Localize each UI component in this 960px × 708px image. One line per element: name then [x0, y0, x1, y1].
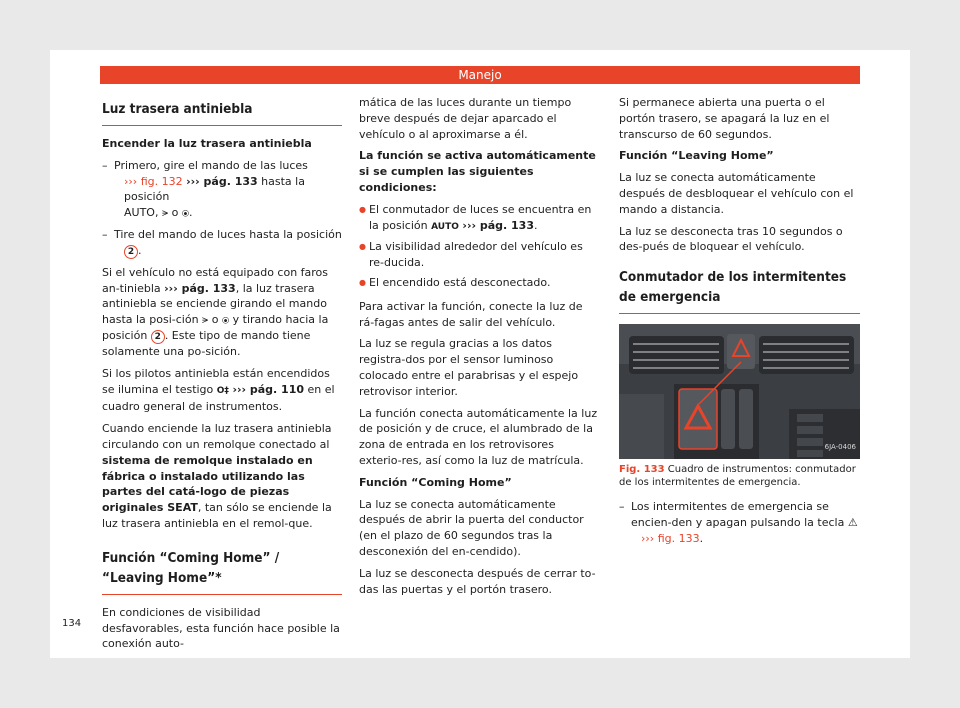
- list-item: – Primero, gire el mando de las luces ››› fig. 132 ››› pág. 133 hasta la posición AUTO, ⪫ o ⦿.: [102, 158, 342, 221]
- paragraph: La luz se desconecta tras 10 segundos o des-pués de bloquear el vehículo.: [619, 224, 843, 254]
- column-2: [359, 95, 599, 603]
- column-1: [102, 95, 342, 658]
- subheading-conditions: La función se activa automáticamente si se cumplen las siguientes condiciones:: [359, 149, 596, 194]
- paragraph: Cuando enciende la luz trasera antiniebla circulando con un remolque conectado al sistema de remolque instalado en fábrica o instalado utilizando las partes del catá-logo de piezas originales SEAT, tan sólo se enciende la luz trasera antiniebla en el remol-que.: [102, 422, 332, 530]
- paragraph: Si los pilotos antiniebla están encendidos se ilumina el testigo O‡ ››› pág. 110 en el cuadro general de instrumentos.: [102, 366, 335, 414]
- link-page-110[interactable]: ››› pág. 110: [232, 382, 305, 396]
- link-page-133[interactable]: ››› pág. 133: [164, 281, 236, 295]
- link-fig-132[interactable]: ››› fig. 132: [124, 174, 183, 188]
- section-header: Manejo: [100, 66, 860, 84]
- paragraph: En condiciones de visibilidad desfavorables, esta función hace posible la conexión auto-: [102, 605, 340, 651]
- position-2-badge: 2: [124, 245, 138, 259]
- list-item: ● El conmutador de luces se encuentra en la posición AUTO ››› pág. 133.: [359, 202, 599, 236]
- page-number: 134: [62, 618, 82, 629]
- link-fig-133[interactable]: ››› fig. 133: [641, 531, 700, 545]
- figure-caption: Fig. 133 Cuadro de instrumentos: conmutador de los intermitentes de emergencia.: [619, 464, 856, 489]
- dashboard-illustration: [619, 324, 860, 459]
- fog-light-icon: O‡: [216, 385, 229, 396]
- paragraph: La función conecta automáticamente la luz de posición y de cruce, el alumbrado de la zona de entrada en los retrovisores exterio-res, así como la luz de matrícula.: [359, 406, 598, 467]
- auto-icon: AUTO: [431, 221, 459, 232]
- link-page-133[interactable]: ››› pág. 133: [186, 174, 258, 188]
- paragraph: La luz se conecta automáticamente después de abrir la puerta del conductor (en el plazo de 60 segundos tras la desconexión del en-cendido).: [359, 497, 584, 558]
- paragraph: La luz se regula gracias a los datos registra-dos por el sensor luminoso colocado entre el parabrisas y el espejo retrovisor interior.: [359, 337, 579, 398]
- heading-hazard-switch: Conmutador de los intermitentes de emergencia: [619, 267, 860, 314]
- position-2-badge: 2: [151, 330, 165, 344]
- heading-rear-fog: Luz trasera antiniebla: [102, 99, 342, 126]
- paragraph: Si el vehículo no está equipado con faros an-tiniebla ››› pág. 133, la luz trasera antiniebla se enciende girando el mando hasta la posi-ción ⪫ o ⦿ y tirando hacia la posición 2 . Este tipo de mando tiene solamente una po-sición.: [102, 265, 329, 358]
- list-item: – Tire del mando de luces hasta la posición 2 .: [102, 227, 342, 259]
- heading-coming-home: Función “Coming Home” / “Leaving Home”*: [102, 548, 342, 595]
- figure-tag: 6JA-0406: [824, 443, 856, 452]
- paragraph: La luz se conecta automáticamente después de desbloquear el vehículo con el mando a distancia.: [619, 171, 854, 216]
- column-3: [619, 95, 860, 553]
- list-item: – Los intermitentes de emergencia se encien-den y apagan pulsando la tecla ⚠ ››› fig. 133.: [619, 499, 860, 546]
- list-item: ● La visibilidad alrededor del vehículo es re-ducida.: [359, 239, 599, 271]
- subheading-coming-home: Función “Coming Home”: [359, 475, 512, 489]
- paragraph: mática de las luces durante un tiempo breve después de dejar aparcado el vehículo o al aproximarse a él.: [359, 96, 572, 141]
- paragraph: Si permanece abierta una puerta o el portón trasero, se apagará la luz en el transcurso de 60 segundos.: [619, 96, 830, 141]
- paragraph: Para activar la función, conecte la luz de rá-fagas antes de salir del vehículo.: [359, 299, 583, 329]
- list-item: ● El encendido está desconectado.: [359, 275, 599, 291]
- dashboard-figure: [619, 324, 860, 459]
- link-page-133[interactable]: ››› pág. 133: [462, 218, 534, 232]
- paragraph: La luz se desconecta después de cerrar to-das las puertas y el portón trasero.: [359, 566, 596, 596]
- hazard-icon: ⚠: [847, 515, 858, 529]
- subheading-leaving-home: Función “Leaving Home”: [619, 149, 774, 163]
- subheading-enable-fog: Encender la luz trasera antiniebla: [102, 137, 312, 150]
